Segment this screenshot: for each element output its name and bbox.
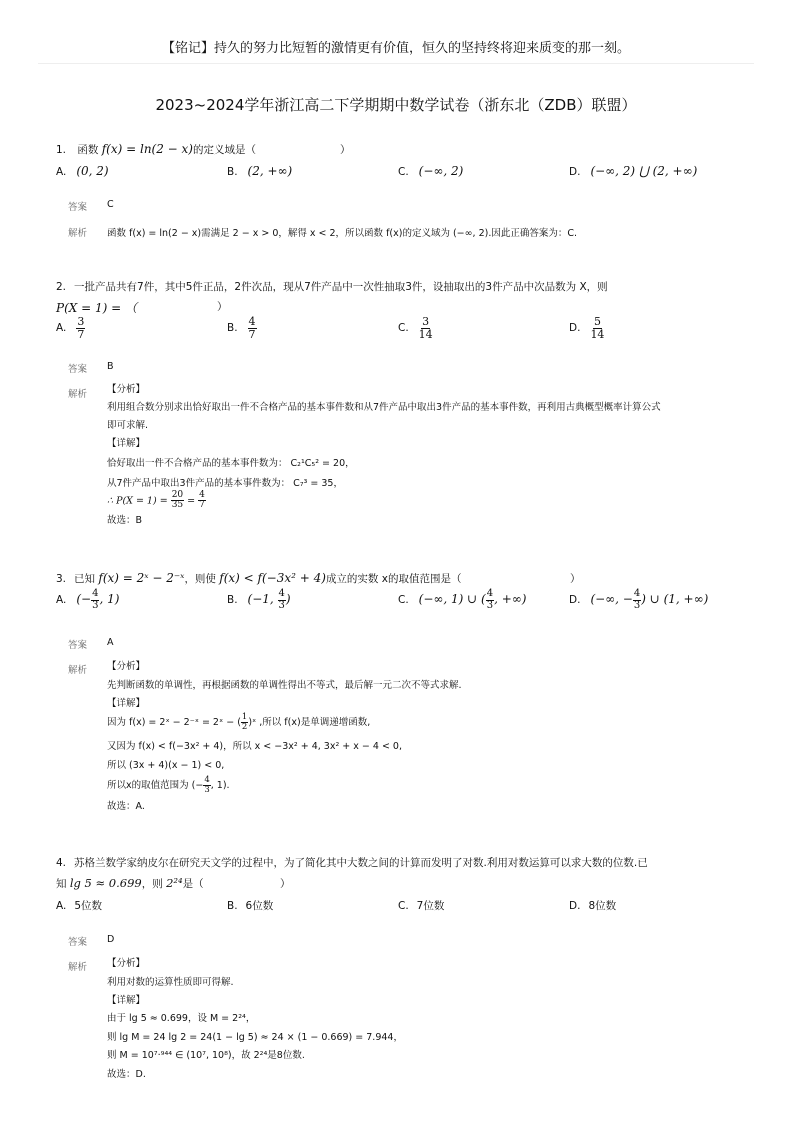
fenxi-line: 即可求解. [107, 420, 149, 431]
blank-close: ） [570, 573, 581, 585]
option-a[interactable]: A. (− $\frac{4}{3}$ , 1) [56, 588, 120, 611]
option-c[interactable]: C. $\frac{3}{14}$ [398, 315, 433, 341]
option-b[interactable]: B. (2, +∞) [227, 164, 293, 178]
answer-label: 答案 [68, 364, 88, 375]
blank-close: ） [340, 144, 351, 156]
option-c[interactable]: C. (−∞, 1) ∪ ( $\frac{4}{3}$ , +∞) [398, 588, 527, 611]
fenxi-heading: 【分析】 [107, 384, 146, 395]
option-d[interactable]: D. (−∞, − $\frac{4}{3}$ ) ∪ (1, +∞) [569, 588, 709, 611]
solution-line: ∴ P(X = 1) = $\frac{20}{35}$ = $\frac{4}{7}$ [107, 490, 205, 511]
solution-line: 又因为 f(x) < f(−3x² + 4)，所以 x < −3x² + 4, 3x² + x − 4 < 0, [107, 741, 402, 752]
answer-value: A [107, 637, 114, 648]
option-a[interactable]: A. $\frac{3}{7}$ [56, 315, 85, 341]
xiangjie-heading: 【详解】 [107, 995, 146, 1006]
answer-value: C [107, 199, 114, 210]
question-stem: 4. 苏格兰数学家纳皮尔在研究天文学的过程中，为了简化其中大数之间的计算而发明了对数.利用对数运算可以求大数的位数.已 [56, 857, 648, 869]
xiangjie-heading: 【详解】 [107, 698, 146, 709]
blank-close: ） [280, 878, 291, 890]
question-number: 1. 函数 f(x) = ln(2 − x)的定义域是（ [56, 142, 256, 156]
fenxi-line: 利用组合数分别求出恰好取出一件不合格产品的基本事件数和从7件产品中取出3件产品的基本事件数，再利用古典概型概率计算公式 [107, 402, 661, 413]
option-d[interactable]: D. 8位数 [569, 900, 617, 912]
question-stem: 3. 已知 f(x) = 2ˣ − 2⁻ˣ，则使 f(x) < f(−3x² + 4)成立的实数 x的取值范围是（ [56, 571, 462, 585]
option-c[interactable]: C. 7位数 [398, 900, 445, 912]
xiangjie-heading: 【详解】 [107, 438, 146, 449]
analysis-text: 函数 f(x) = ln(2 − x)需满足 2 − x > 0，解得 x < 2，所以函数 f(x)的定义域为 (−∞, 2).因此正确答案为：C. [107, 228, 578, 239]
option-d[interactable]: D. $\frac{5}{14}$ [569, 315, 605, 341]
solution-line: 则 M = 10⁷·⁹⁴⁴ ∈ (10⁷, 10⁸)，故 2²⁴是8位数. [107, 1050, 305, 1061]
solution-line: 所以 (3x + 4)(x − 1) < 0, [107, 760, 225, 771]
question-stem: 2. 一批产品共有7件，其中5件正品，2件次品，现从7件产品中一次性抽取3件，设抽取出的3件产品中次品数为 X，则 [56, 281, 608, 293]
solution-line: 则 lg M = 24 lg 2 = 24(1 − lg 5) ≈ 24 × (1 − 0.669) = 7.944， [107, 1032, 403, 1043]
option-b[interactable]: B. 6位数 [227, 900, 274, 912]
solution-line: 从7件产品中取出3件产品的基本事件数为： C₇³ = 35， [107, 478, 343, 489]
motto-banner: 【铭记】持久的努力比短暂的激情更有价值，恒久的坚持终将迎来质变的那一刻。 [161, 41, 630, 56]
option-c[interactable]: C. (−∞, 2) [398, 164, 464, 178]
solution-line: 因为 f(x) = 2ˣ − 2⁻ˣ = 2ˣ − ( $\frac{1}{2}$ )ˣ ,所以 f(x)是单调递增函数, [107, 712, 371, 732]
option-d[interactable]: D. (−∞, 2) ⋃ (2, +∞) [569, 164, 698, 178]
answer-label: 答案 [68, 640, 88, 651]
fenxi-heading: 【分析】 [107, 661, 146, 672]
solution-line: 故选：D. [107, 1069, 146, 1080]
option-b[interactable]: B. $\frac{4}{7}$ [227, 315, 256, 341]
question-stem-line2: P(X = 1) = （ [56, 301, 137, 315]
answer-value: B [107, 361, 114, 372]
question-stem-line2: 知 lg 5 ≈ 0.699，则 2²⁴是（ [56, 876, 204, 890]
analysis-label: 解析 [68, 389, 88, 400]
analysis-label: 解析 [68, 665, 88, 676]
option-a[interactable]: A. (0, 2) [56, 164, 109, 178]
solution-line: 故选：B [107, 515, 143, 526]
answer-value: D [107, 934, 115, 945]
option-b[interactable]: B. (−1, $\frac{4}{3}$ ) [227, 588, 291, 611]
solution-line: 恰好取出一件不合格产品的基本事件数为： C₂¹C₅² = 20， [107, 458, 355, 469]
option-a[interactable]: A. 5位数 [56, 900, 103, 912]
page-title: 2023~2024学年浙江高二下学期期中数学试卷（浙东北（ZDB）联盟） [155, 96, 637, 114]
fenxi-line: 先判断函数的单调性，再根据函数的单调性得出不等式，最后解一元二次不等式求解. [107, 680, 462, 691]
fenxi-heading: 【分析】 [107, 958, 146, 969]
solution-line: 由于 lg 5 ≈ 0.699，设 M = 2²⁴， [107, 1013, 256, 1024]
blank-close: ） [217, 301, 228, 313]
analysis-label: 解析 [68, 228, 88, 239]
header-divider [38, 63, 754, 64]
answer-label: 答案 [68, 937, 88, 948]
analysis-label: 解析 [68, 962, 88, 973]
solution-line: 故选：A. [107, 801, 145, 812]
solution-line: 所以x的取值范围为 (− $\frac{4}{3}$ , 1). [107, 775, 230, 795]
answer-label: 答案 [68, 202, 88, 213]
fenxi-line: 利用对数的运算性质即可得解. [107, 977, 234, 988]
